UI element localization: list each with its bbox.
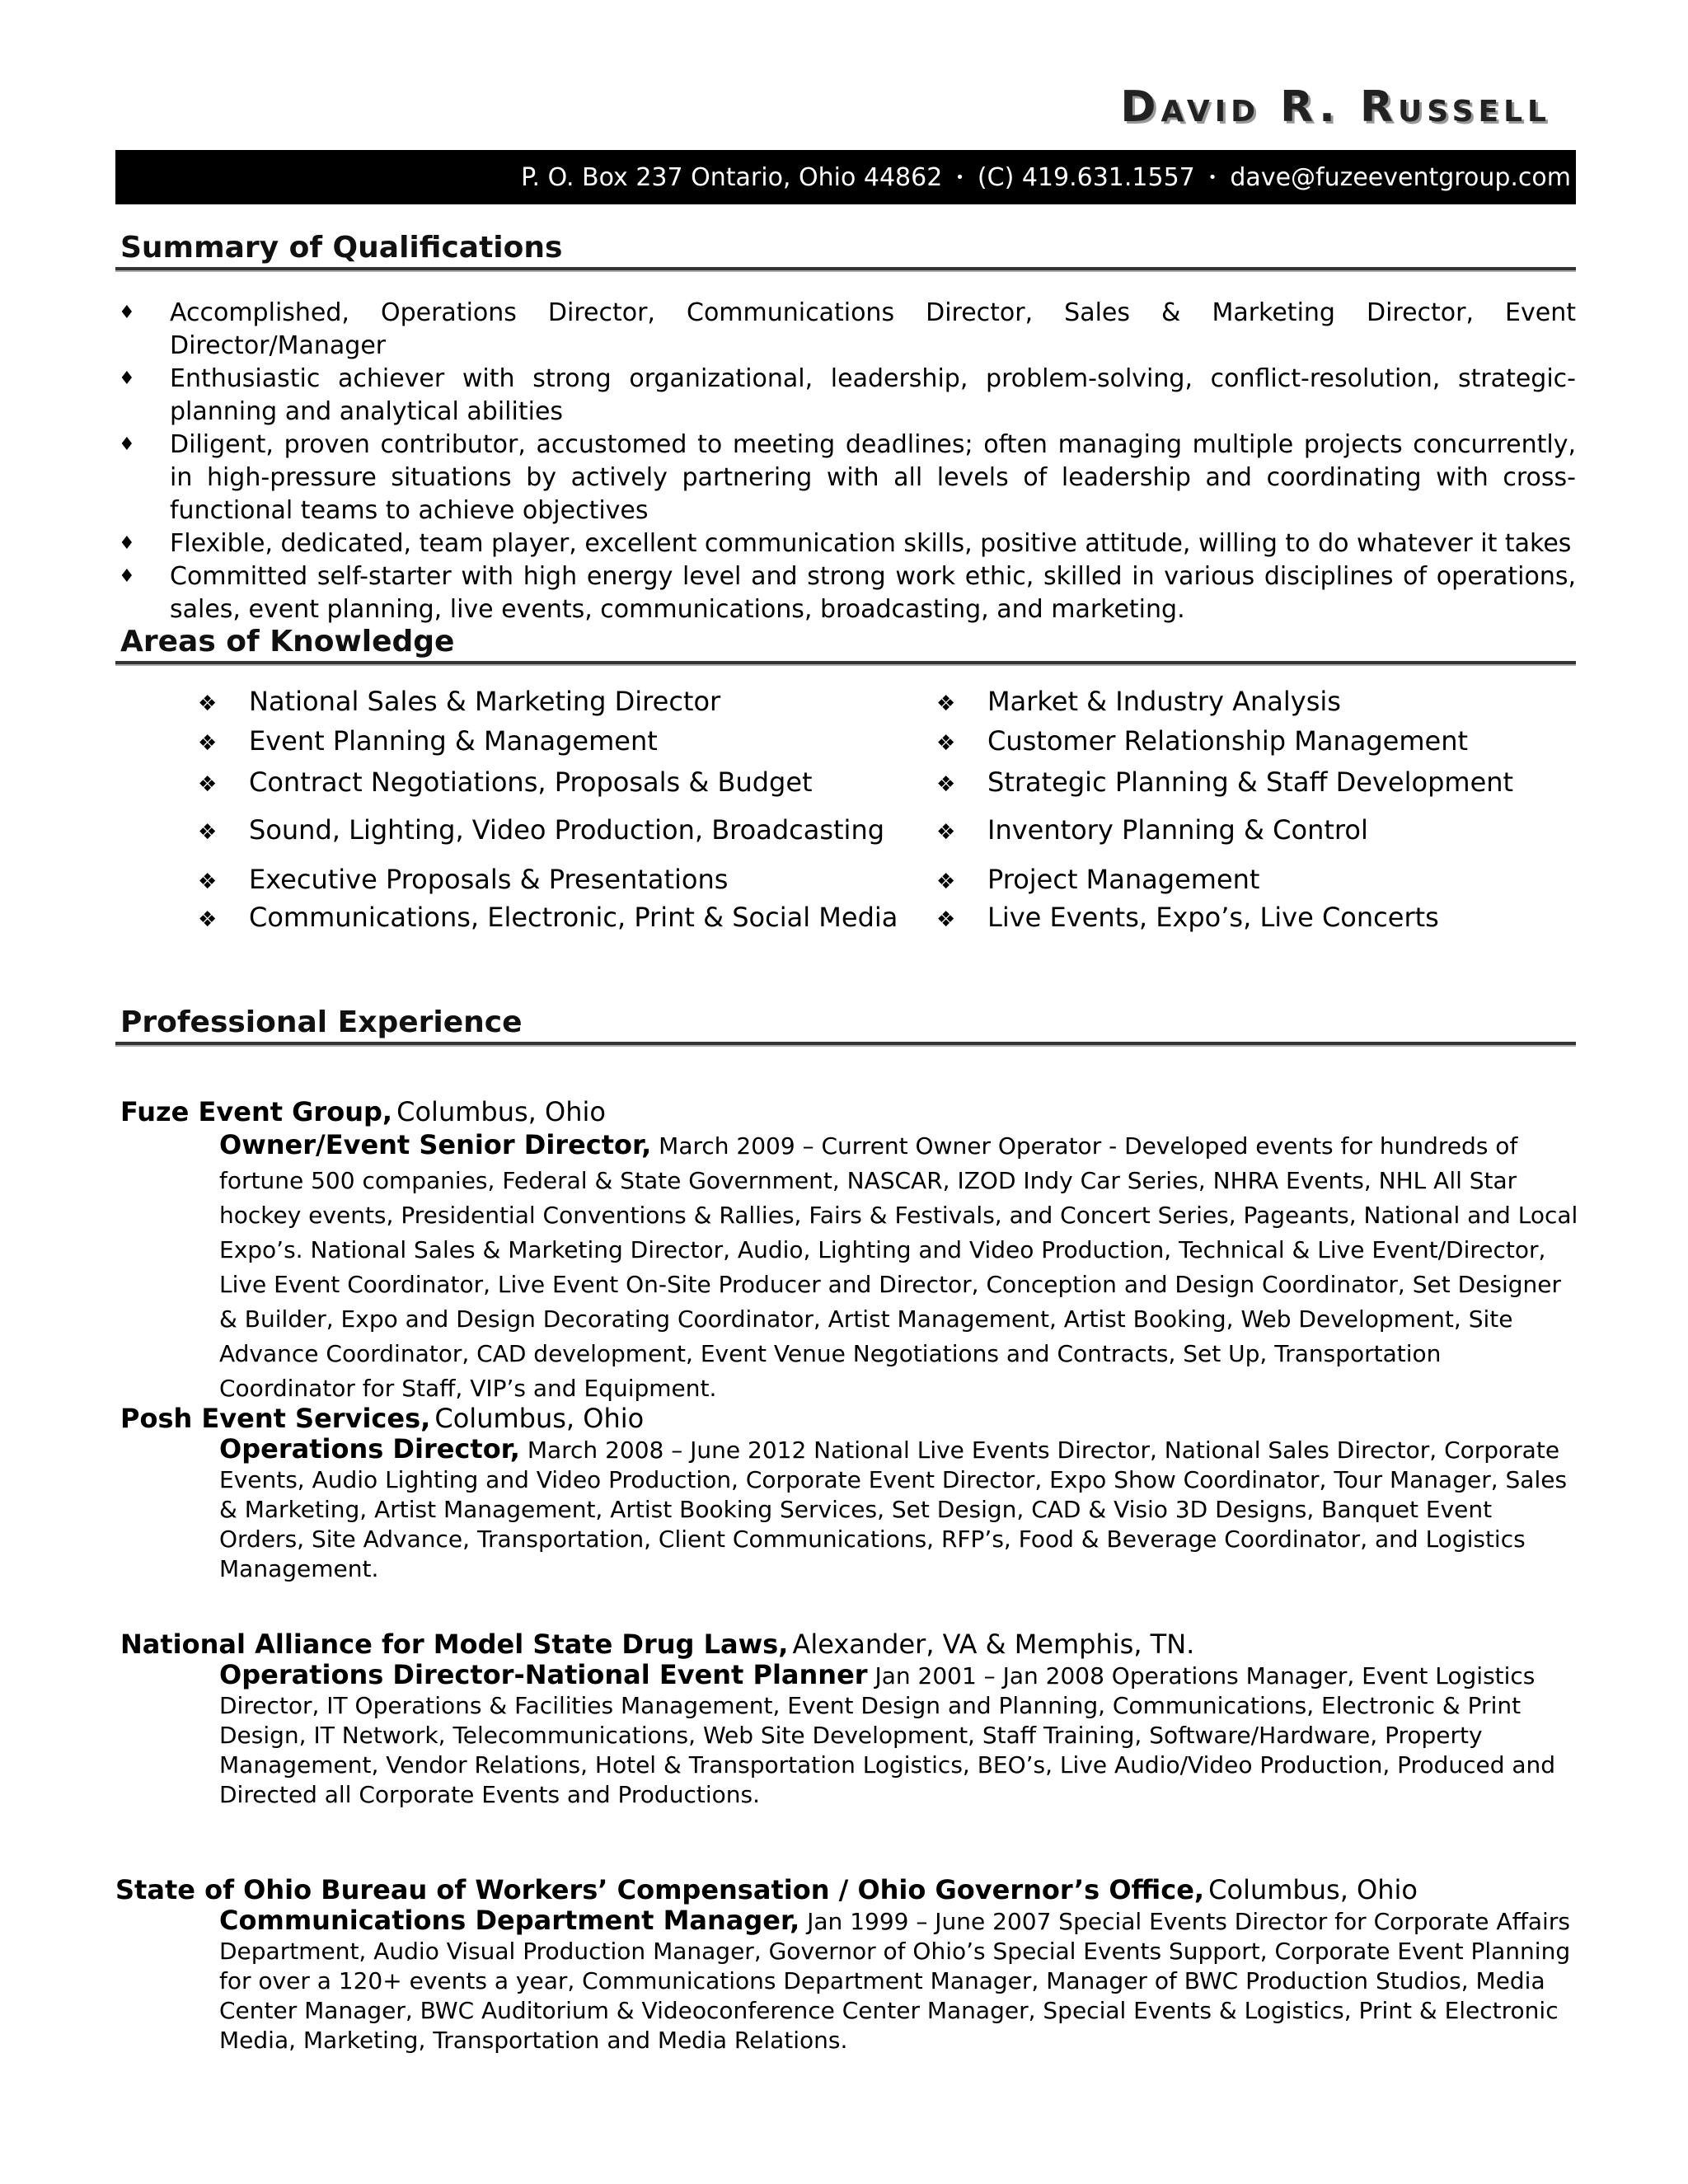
job-entry xyxy=(120,1403,1579,1584)
summary-item: ♦ Diligent, proven contributor, accustomed to meeting deadlines; often managing multiple projects concurrently, in high-pressure situations by actively partnering with all levels of leadership and coordinating with cross-functional teams to achieve objectives xyxy=(119,430,1576,525)
job-entry xyxy=(115,1874,1574,2055)
diamond-bullet-icon: ♦ xyxy=(119,566,135,587)
knowledge-item: ❖ Market & Industry Analysis xyxy=(936,686,1341,717)
contact-bar xyxy=(115,150,1576,204)
knowledge-row xyxy=(198,766,1599,804)
diamond-star-icon: ❖ xyxy=(198,772,218,797)
diamond-bullet-icon: ♦ xyxy=(119,434,135,455)
job-role: Operations Director-National Event Planner xyxy=(219,1659,868,1690)
job-description: Jan 2001 – Jan 2008 Operations Manager, Event Logistics Director, IT Operations & Facilities Management, Event Design and Planning, Communications, Electronic & Print Design, IT Network, Telecommunications, Web Site Development, Staff Training, Software/Hardware, Property Management, Vendor Relations, Hotel & Transportation Logistics, BEO’s, Live Audio/Video Production, Produced and Directed all Corporate Events and Productions. xyxy=(219,1662,1556,1808)
section-title-experience: Professional Experience xyxy=(120,1005,523,1039)
job-entry xyxy=(120,1096,1579,1406)
job-description: March 2009 – Current Owner Operator - Developed events for hundreds of fortune 500 companies, Federal & State Government, NASCAR, IZOD Indy Car Series, NHRA Events, NHL All Star hockey events, Presidential Conventions & Rallies, Fairs & Festivals, and Concert Series, Pageants, National and Local Expo’s. National Sales & Marketing Director, Audio, Lighting and Video Production, Technical & Live Event/Director, Live Event Coordinator, Live Event On-Site Producer and Director, Conception and Design Coordinator, Set Designer & Builder, Expo and Design Decorating Coordinator, Artist Management, Artist Booking, Web Development, Site Advance Coordinator, CAD development, Event Venue Negotiations and Contracts, Set Up, Transportation Coordinator for Staff, VIP’s and Equipment. xyxy=(219,1132,1578,1402)
email: dave@fuzeeventgroup.com xyxy=(1230,162,1571,192)
company-location: Columbus, Ohio xyxy=(1208,1874,1418,1905)
diamond-star-icon: ❖ xyxy=(198,731,218,756)
knowledge-item: ❖ Live Events, Expo’s, Live Concerts xyxy=(936,902,1439,933)
company-location: Alexander, VA & Memphis, TN. xyxy=(792,1629,1195,1660)
diamond-star-icon: ❖ xyxy=(936,772,956,797)
knowledge-item: ❖ Contract Negotiations, Proposals & Budget xyxy=(198,766,813,798)
job-details xyxy=(219,1660,1579,1810)
company-location: Columbus, Ohio xyxy=(396,1096,606,1127)
job-role: Owner/Event Senior Director, xyxy=(219,1129,652,1160)
job-role: Communications Department Manager, xyxy=(219,1905,800,1936)
summary-item: ♦ Flexible, dedicated, team player, excellent communication skills, positive attitude, willing to do whatever it takes xyxy=(115,527,1576,560)
separator-dot: • xyxy=(955,168,964,186)
summary-item: ♦ Enthusiastic achiever with strong organizational, leadership, problem-solving, conflict-resolution, strategic- planning and analytical abilities xyxy=(119,364,1576,426)
knowledge-item: ❖ Executive Proposals & Presentations xyxy=(198,864,729,895)
diamond-star-icon: ❖ xyxy=(198,907,218,932)
knowledge-row xyxy=(198,686,1599,724)
diamond-star-icon: ❖ xyxy=(198,820,218,845)
knowledge-item: ❖ Strategic Planning & Staff Development xyxy=(936,766,1514,798)
knowledge-item: ❖ Communications, Electronic, Print & Social Media xyxy=(198,902,898,933)
diamond-bullet-icon: ♦ xyxy=(119,368,135,389)
diamond-star-icon: ❖ xyxy=(198,869,218,894)
knowledge-item: ❖ Sound, Lighting, Video Production, Broadcasting xyxy=(198,814,885,846)
job-description: March 2008 – June 2012 National Live Events Director, National Sales Director, Corporate Events, Audio Lighting and Video Production, Corporate Event Director, Expo Show Coordinator, Tour Manager, Sales & Marketing, Artist Management, Artist Booking Services, Set Design, CAD & Visio 3D Designs, Banquet Event Orders, Site Advance, Transportation, Client Communications, RFP’s, Food & Beverage Coordinator, and Logistics Management. xyxy=(219,1436,1568,1582)
job-details xyxy=(219,1905,1574,2055)
knowledge-item: ❖ Project Management xyxy=(936,864,1260,895)
knowledge-row xyxy=(198,864,1599,902)
summary-item: ♦ Committed self-starter with high energy level and strong work ethic, skilled in various disciplines of operations, sales, event planning, live events, communications, broadcasting, and marketing. xyxy=(119,562,1576,624)
job-entry xyxy=(120,1629,1579,1810)
knowledge-item: ❖ National Sales & Marketing Director xyxy=(198,686,721,717)
knowledge-item: ❖ Event Planning & Management xyxy=(198,725,658,757)
knowledge-item: ❖ Customer Relationship Management xyxy=(936,725,1469,757)
company-name: Fuze Event Group, xyxy=(120,1096,393,1127)
diamond-star-icon: ❖ xyxy=(936,731,956,756)
candidate-name: David R. Russell xyxy=(1120,82,1551,132)
company-name: Posh Event Services, xyxy=(120,1403,431,1434)
company-name: State of Ohio Bureau of Workers’ Compensation / Ohio Governor’s Office, xyxy=(115,1874,1205,1905)
section-rule xyxy=(115,1042,1576,1047)
diamond-star-icon: ❖ xyxy=(936,907,956,932)
section-title-knowledge: Areas of Knowledge xyxy=(120,625,455,658)
section-rule xyxy=(115,661,1576,666)
section-title-summary: Summary of Qualifications xyxy=(120,231,563,265)
section-rule xyxy=(115,267,1576,272)
company-location: Columbus, Ohio xyxy=(434,1403,645,1434)
diamond-bullet-icon: ♦ xyxy=(119,533,135,554)
job-details xyxy=(219,1127,1579,1406)
diamond-star-icon: ❖ xyxy=(936,820,956,845)
diamond-star-icon: ❖ xyxy=(936,869,956,894)
knowledge-row xyxy=(198,902,1599,940)
job-description: Jan 1999 – June 2007 Special Events Director for Corporate Affairs Department, Audio Visual Production Manager, Governor of Ohio’s Special Events Support, Corporate Event Planning for over a 120+ events a year, Communications Department Manager, Manager of BWC Production Studios, Media Center Manager, BWC Auditorium & Videoconference Center Manager, Special Events & Logistics, Print & Electronic Media, Marketing, Transportation and Media Relations. xyxy=(219,1908,1571,2054)
diamond-star-icon: ❖ xyxy=(936,691,956,716)
knowledge-row xyxy=(198,814,1599,852)
phone: (C) 419.631.1557 xyxy=(977,162,1195,192)
job-details xyxy=(219,1434,1579,1584)
summary-list xyxy=(115,297,1576,626)
company-name: National Alliance for Model State Drug Laws, xyxy=(120,1629,789,1660)
diamond-star-icon: ❖ xyxy=(198,691,218,716)
summary-item: ♦ Accomplished, Operations Director, Communications Director, Sales & Marketing Director, Event Director/Manager xyxy=(119,298,1576,360)
diamond-bullet-icon: ♦ xyxy=(119,302,135,323)
address: P. O. Box 237 Ontario, Ohio 44862 xyxy=(521,162,943,192)
knowledge-item: ❖ Inventory Planning & Control xyxy=(936,814,1368,846)
job-role: Operations Director, xyxy=(219,1433,520,1465)
knowledge-row xyxy=(198,725,1599,763)
separator-dot: • xyxy=(1207,168,1217,186)
